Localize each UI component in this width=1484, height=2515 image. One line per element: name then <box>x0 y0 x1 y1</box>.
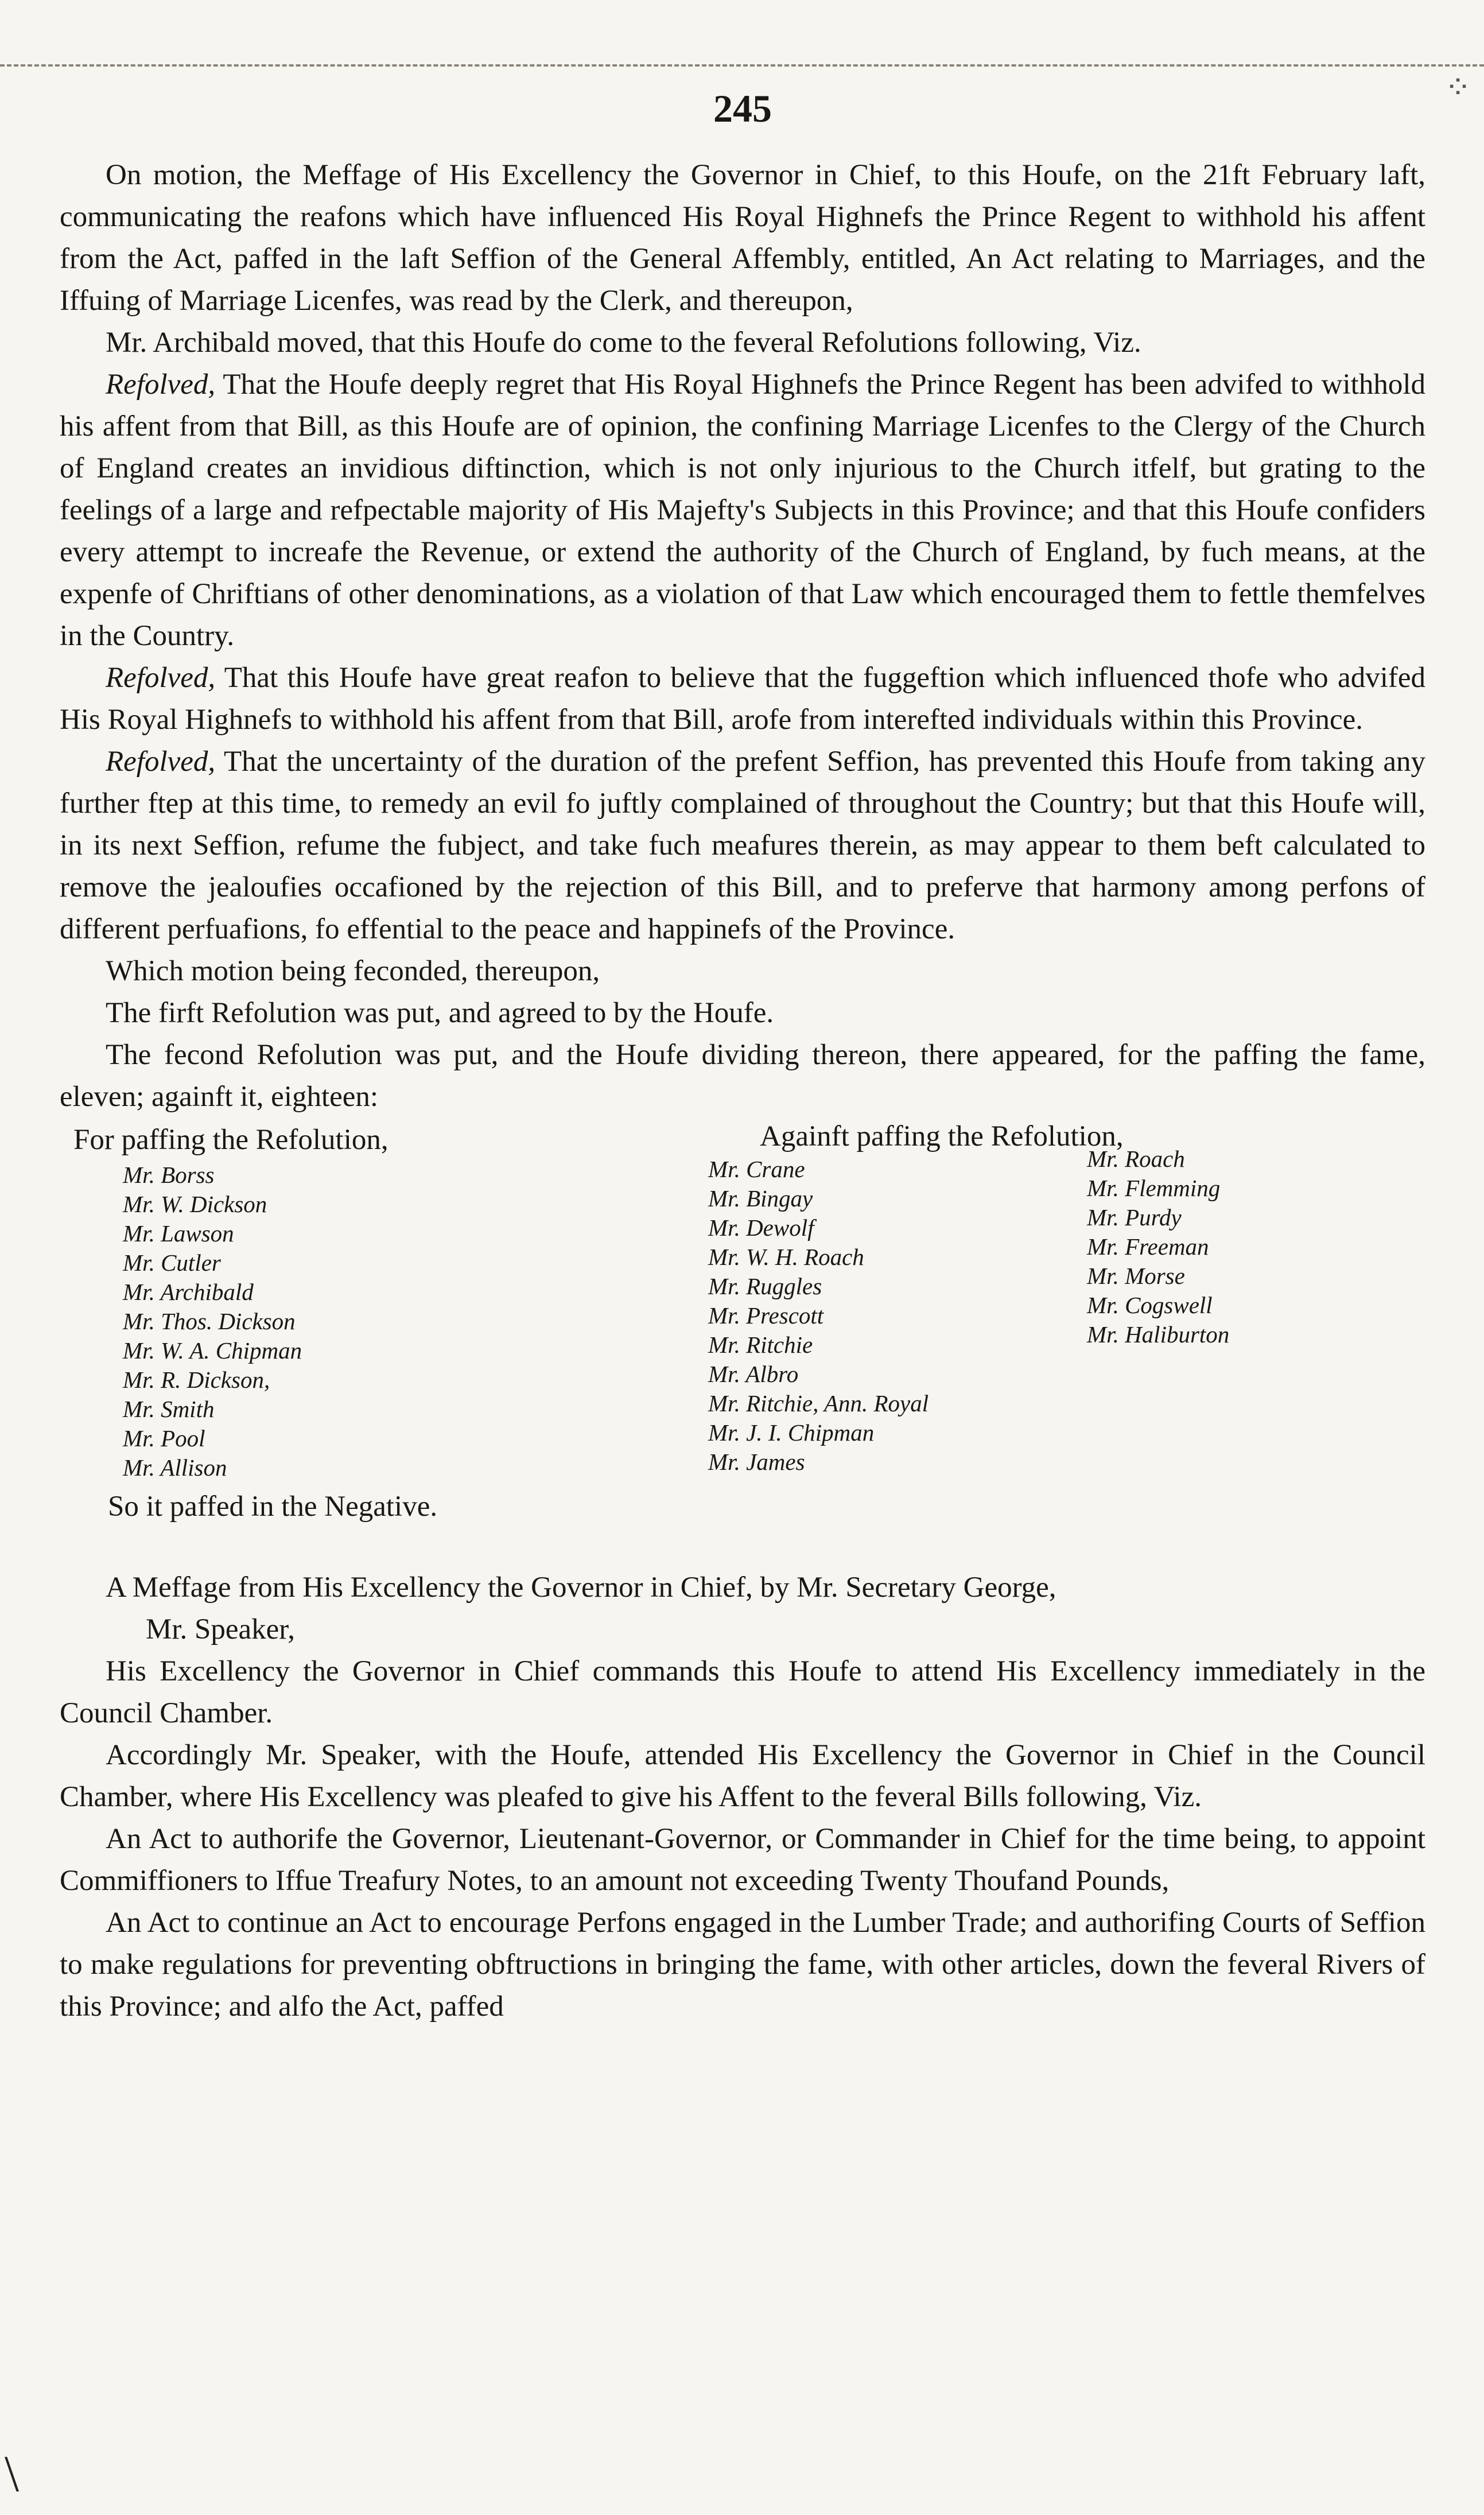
corner-smudge: ⁘ <box>1444 70 1471 106</box>
paragraph-text: On motion, the Meffage of His Excellency the Governor in Chief, to this Houfe, on the 21ft February laft, communicating the reafons which have influenced His Royal Highnefs the Prince Regent to withhold his affent from the Act, paffed in the laft Seffion of the General Affembly, entitled, An Act relating to Marriages, and the Iffuing of Marriage Licenfes, was read by the Clerk, and thereupon, <box>60 159 1425 317</box>
member-name: Mr. Purdy <box>1087 1204 1182 1231</box>
paragraph-text: Accordingly Mr. Speaker, with the Houfe, attended His Excellency the Governor in Chief in the Council Chamber, where His Excellency was pleafed to give his Affent to the feveral Bills following, Viz. <box>60 1739 1425 1813</box>
member-name: Mr. J. I. Chipman <box>708 1419 875 1446</box>
document-page <box>60 86 1425 2028</box>
for-heading: For paffing the Refolution, <box>73 1124 389 1156</box>
paragraph-first-resolution <box>60 992 1425 1034</box>
vote-result: So it paffed in the Negative. <box>108 1491 438 1523</box>
paragraph-text: Mr. Speaker, <box>146 1613 295 1645</box>
member-name: Mr. Flemming <box>1087 1175 1221 1201</box>
member-name: Mr. Pool <box>123 1425 205 1451</box>
division-list <box>60 1119 1425 1521</box>
section-gap <box>60 1521 1425 1567</box>
member-name: Mr. Lawson <box>123 1220 234 1247</box>
resolution-3 <box>60 741 1425 950</box>
against-names-list-2 <box>1087 1144 1229 1349</box>
resolution-1 <box>60 364 1425 657</box>
member-name: Mr. Archibald <box>123 1279 254 1305</box>
paragraph-speaker <box>60 1609 1425 1651</box>
paragraph-archibald <box>60 322 1425 364</box>
paragraph-seconded <box>60 950 1425 992</box>
member-name: Mr. W. H. Roach <box>708 1244 864 1270</box>
paragraph-text: The firft Refolution was put, and agreed to by the Houfe. <box>106 997 774 1029</box>
member-name: Mr. Roach <box>1087 1146 1185 1172</box>
member-name: Mr. Prescott <box>708 1302 824 1329</box>
paragraph-text: Mr. Archibald moved, that this Houfe do come to the feveral Refolutions following, Viz. <box>106 327 1141 359</box>
member-name: Mr. Cogswell <box>1087 1292 1213 1318</box>
resolution-text: That this Houfe have great reafon to believe that the fuggeftion which influenced thofe who advifed His Royal Highnefs to withhold his affent from that Bill, arofe from interefted individuals within this Province. <box>60 662 1425 736</box>
paragraph-commands <box>60 1651 1425 1734</box>
resolution-text: That the Houfe deeply regret that His Royal Highnefs the Prince Regent has been advifed to withhold his affent from that Bill, as this Houfe are of opinion, the confining Marriage Licenfes to the Clergy of the Church of England creates an invidious diftinction, which is not only injurious to the Church itfelf, but grating to the feelings of a large and refpectable majority of His Majefty's Subjects in this Province; and that this Houfe confiders every attempt to increafe the Revenue, or extend the authority of the Church of England, by fuch means, at the expenfe of Chriftians of other denominations, as a violation of that Law which encouraged them to fettle themfelves in the Country. <box>60 368 1425 652</box>
member-name: Mr. R. Dickson, <box>123 1367 270 1393</box>
resolution-label: Refolved, <box>106 662 216 694</box>
binding-mark: \ <box>5 2446 20 2502</box>
member-name: Mr. Ritchie <box>708 1332 813 1358</box>
member-name: Mr. James <box>708 1449 805 1475</box>
paragraph-text: An Act to authorife the Governor, Lieutenant-Governor, or Commander in Chief for the time being, to appoint Commiffioners to Iffue Treafury Notes, to an amount not exceeding Twenty Thoufand Pounds, <box>60 1823 1425 1897</box>
paragraph-motion <box>60 154 1425 322</box>
paragraph-text: His Excellency the Governor in Chief commands this Houfe to attend His Excellency immediately in the Council Chamber. <box>60 1655 1425 1729</box>
paragraph-act-treasury <box>60 1818 1425 1902</box>
member-name: Mr. Ruggles <box>708 1273 822 1299</box>
against-heading: Againft paffing the Refolution, <box>760 1120 1124 1152</box>
member-name: Mr. Cutler <box>123 1249 221 1276</box>
resolution-label: Refolved, <box>106 368 216 401</box>
resolution-2 <box>60 657 1425 741</box>
resolution-text: That the uncertainty of the duration of the prefent Seffion, has prevented this Houfe from taking any further ftep at this time, to remedy an evil fo juftly complained of throughout the Country; but that this Houfe will, in its next Seffion, refume the fubject, and take fuch meafures therein, as may appear to them beft calculated to remove the jealoufies occafioned by the rejection of this Bill, and to preferve that harmony among perfons of different perfuafions, fo effential to the peace and happinefs of the Province. <box>60 746 1425 945</box>
member-name: Mr. Borss <box>123 1162 215 1188</box>
resolution-label: Refolved, <box>106 746 216 778</box>
member-name: Mr. W. A. Chipman <box>123 1337 302 1364</box>
member-name: Mr. Dewolf <box>708 1214 814 1241</box>
for-names-list <box>123 1161 302 1482</box>
member-name: Mr. Allison <box>123 1454 227 1481</box>
against-names-list-1 <box>708 1155 929 1477</box>
member-name: Mr. Albro <box>708 1361 799 1387</box>
member-name: Mr. W. Dickson <box>123 1191 267 1217</box>
member-name: Mr. Thos. Dickson <box>123 1308 296 1334</box>
page-number: 245 <box>713 87 772 130</box>
paragraph-second-resolution <box>60 1034 1425 1118</box>
paragraph-accordingly <box>60 1734 1425 1818</box>
paragraph-text: An Act to continue an Act to encourage Perfons engaged in the Lumber Trade; and authorifing Courts of Seffion to make regulations for preventing obftructions in bringing the fame, with other articles, down the feveral Rivers of this Province; and alfo the Act, paffed <box>60 1907 1425 2023</box>
paragraph-text: The fecond Refolution was put, and the Houfe dividing thereon, there appeared, for the paffing the fame, eleven; againft it, eighteen: <box>60 1039 1425 1113</box>
member-name: Mr. Crane <box>708 1156 805 1182</box>
paragraph-text: Which motion being feconded, thereupon, <box>106 955 600 987</box>
paragraph-message <box>60 1567 1425 1609</box>
paragraph-text: A Meffage from His Excellency the Governor in Chief, by Mr. Secretary George, <box>106 1571 1056 1604</box>
member-name: Mr. Smith <box>123 1396 215 1422</box>
paragraph-act-lumber <box>60 1902 1425 2028</box>
member-name: Mr. Freeman <box>1087 1233 1209 1260</box>
member-name: Mr. Morse <box>1087 1263 1185 1289</box>
page-top-edge <box>0 64 1484 67</box>
member-name: Mr. Haliburton <box>1087 1321 1230 1348</box>
member-name: Mr. Ritchie, Ann. Royal <box>708 1390 929 1416</box>
member-name: Mr. Bingay <box>708 1185 813 1212</box>
